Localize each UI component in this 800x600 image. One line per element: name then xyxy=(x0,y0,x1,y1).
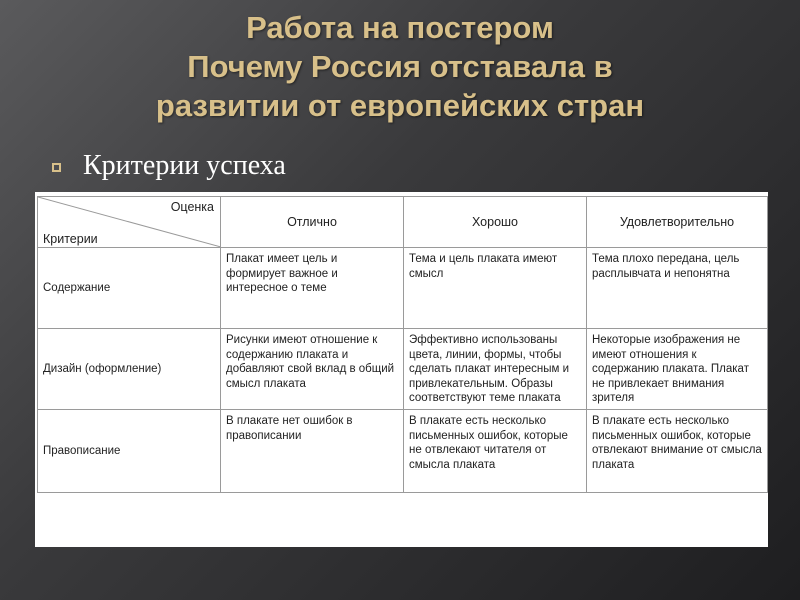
title-line-2: Почему Россия отставала в xyxy=(187,49,613,84)
satisfactory-cell: Некоторые изображения не имеют отношения к содержанию плаката. Плакат не привлекает внимания зрителя xyxy=(587,329,768,410)
table-row xyxy=(38,248,768,329)
title-line-3: развитии от европейских стран xyxy=(155,88,645,123)
table-row xyxy=(38,410,768,493)
criterion-cell: Дизайн (оформление) xyxy=(38,329,221,410)
corner-label-criteria: Критерии xyxy=(43,232,98,246)
good-cell: Тема и цель плаката имеют смысл xyxy=(404,248,587,329)
header-satisfactory: Удовлетворительно xyxy=(587,197,768,248)
good-cell: В плакате есть несколько письменных ошибок, которые не отвлекают читателя от смысла плаката xyxy=(404,410,587,493)
criterion-cell: Содержание xyxy=(38,248,221,329)
table-corner-cell xyxy=(38,197,221,248)
bullet-item xyxy=(52,148,286,184)
excellent-cell: Рисунки имеют отношение к содержанию плаката и добавляют свой вклад в общий смысл плаката xyxy=(221,329,404,410)
criteria-table xyxy=(37,196,768,493)
slide-title xyxy=(0,8,800,125)
corner-label-grade: Оценка xyxy=(170,200,214,214)
excellent-cell: Плакат имеет цель и формирует важное и интересное о теме xyxy=(221,248,404,329)
satisfactory-cell: В плакате есть несколько письменных ошибок, которые отвлекают внимание от смысла плаката xyxy=(587,410,768,493)
header-excellent: Отлично xyxy=(221,197,404,248)
table-row xyxy=(38,329,768,410)
satisfactory-cell: Тема плохо передана, цель расплывчата и непонятна xyxy=(587,248,768,329)
header-good: Хорошо xyxy=(404,197,587,248)
good-cell: Эффективно использованы цвета, линии, формы, чтобы сделать плакат интересным и привлекательным. Образы соответствуют теме плаката xyxy=(404,329,587,410)
square-bullet-icon xyxy=(52,163,61,172)
table-header-row xyxy=(38,197,768,248)
criterion-cell: Правописание xyxy=(38,410,221,493)
bullet-text: Критерии успеха xyxy=(83,150,286,181)
excellent-cell: В плакате нет ошибок в правописании xyxy=(221,410,404,493)
title-line-1: Работа на постером xyxy=(246,10,554,45)
criteria-table-panel xyxy=(35,192,768,547)
